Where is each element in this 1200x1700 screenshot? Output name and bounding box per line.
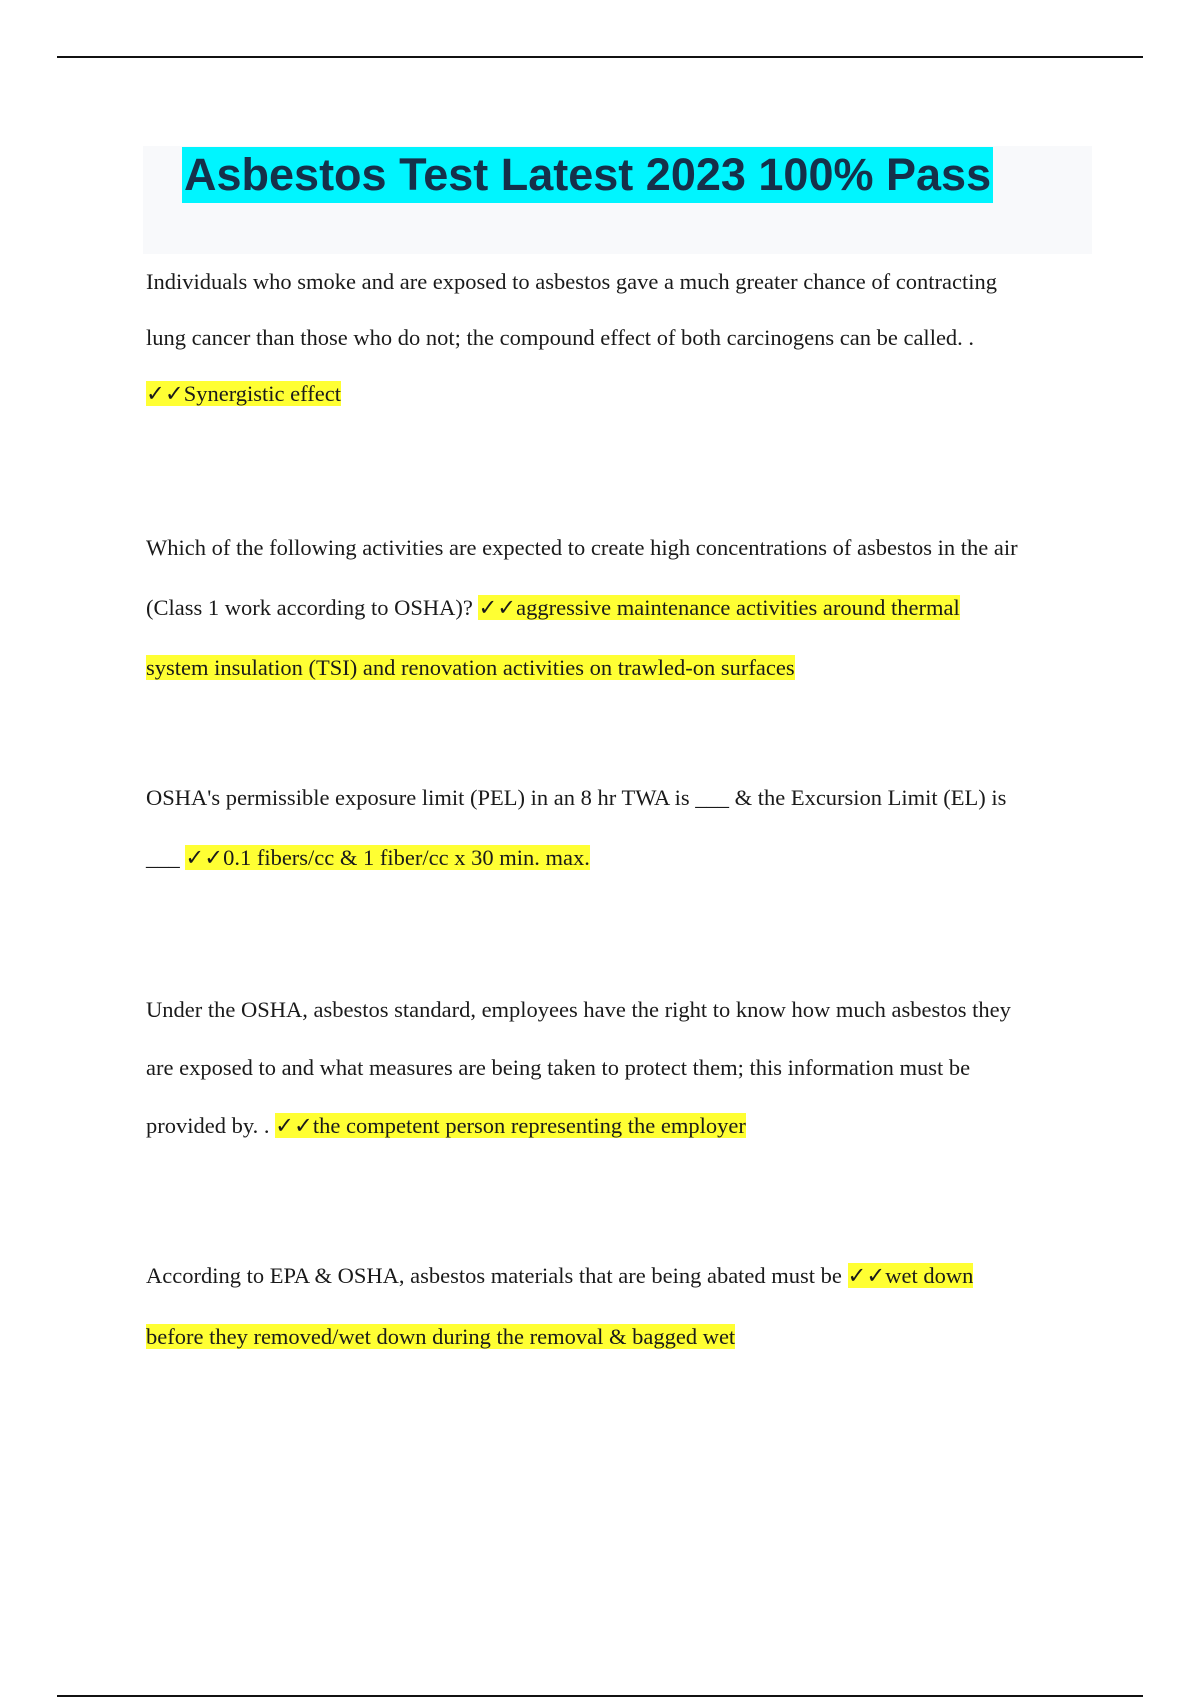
question-answer-2 <box>146 518 1106 698</box>
answer-highlight: ✓✓wet down <box>847 1263 974 1288</box>
answer-highlight: before they removed/wet down during the removal & bagged wet <box>146 1324 736 1349</box>
answer-line <box>146 366 1106 422</box>
question-text: Individuals who smoke and are exposed to asbestos gave a much greater chance of contracting <box>146 269 997 294</box>
answer-line <box>146 1306 1106 1367</box>
answer-highlight: ✓✓0.1 fibers/cc & 1 fiber/cc x 30 min. max. <box>185 845 590 870</box>
question-text: According to EPA & OSHA, asbestos materials that are being abated must be <box>146 1263 848 1288</box>
question-text: OSHA's permissible exposure limit (PEL) in an 8 hr TWA is ___ & the Excursion Limit (EL) is <box>146 785 1007 810</box>
question-text: Which of the following activities are expected to create high concentrations of asbestos in the air <box>146 535 1018 560</box>
question-answer-line <box>146 828 1106 888</box>
question-text: (Class 1 work according to OSHA)? <box>146 595 479 620</box>
answer-line <box>146 638 1106 698</box>
question-text: ___ <box>146 845 186 870</box>
question-answer-line <box>146 1245 1106 1306</box>
answer-highlight: system insulation (TSI) and renovation activities on trawled-on surfaces <box>146 655 795 680</box>
question-answer-5 <box>146 1245 1106 1367</box>
question-answer-3 <box>146 768 1106 888</box>
document-title: Asbestos Test Latest 2023 100% Pass <box>182 147 993 203</box>
answer-highlight: ✓✓Synergistic effect <box>146 381 341 406</box>
question-answer-4 <box>146 981 1106 1155</box>
question-text: Under the OSHA, asbestos standard, employees have the right to know how much asbestos they <box>146 997 1011 1022</box>
question-answer-1 <box>146 254 1106 422</box>
answer-highlight: ✓✓aggressive maintenance activities around thermal <box>478 595 960 620</box>
top-rule <box>57 56 1143 58</box>
question-answer-line <box>146 1097 1106 1155</box>
answer-highlight: ✓✓the competent person representing the employer <box>275 1113 746 1138</box>
question-answer-line <box>146 578 1106 638</box>
bottom-rule <box>57 1695 1143 1697</box>
question-text: are exposed to and what measures are being taken to protect them; this information must be <box>146 1055 971 1080</box>
question-text: lung cancer than those who do not; the compound effect of both carcinogens can be called. . <box>146 325 975 350</box>
question-text: provided by. . <box>146 1113 276 1138</box>
